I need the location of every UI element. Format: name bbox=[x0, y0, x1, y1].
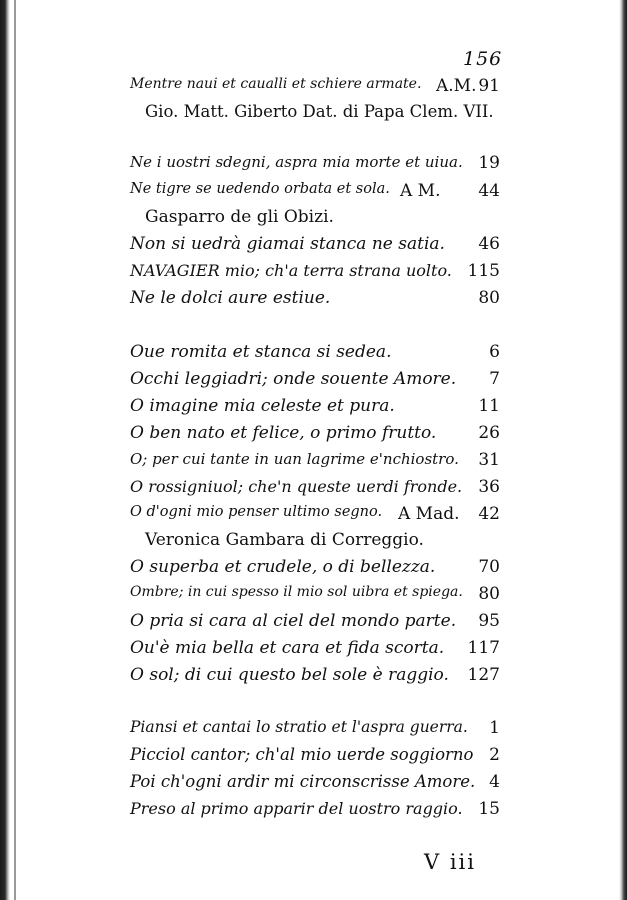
signature-mark: V iii bbox=[424, 850, 476, 874]
entry-text: Preso al primo apparir del uostro raggio. bbox=[130, 799, 463, 818]
entry-number: 19 bbox=[478, 153, 500, 173]
entry-text: Ne le dolci aure estiue. bbox=[130, 288, 331, 308]
page-right-edge bbox=[619, 0, 627, 900]
entry-number: 95 bbox=[478, 611, 500, 631]
entry-number: 31 bbox=[478, 450, 500, 470]
entry-text: Non si uedrà giamai stanca ne satia. bbox=[130, 234, 445, 254]
entry-attribution: A M. bbox=[400, 181, 441, 201]
entry-number: 1 bbox=[489, 718, 500, 738]
entry-number: 42 bbox=[478, 504, 500, 524]
page-binding-line bbox=[14, 0, 16, 900]
entry-text: Poi ch'ogni ardir mi circonscrisse Amore. bbox=[130, 772, 476, 791]
entry-number: 36 bbox=[478, 477, 500, 497]
entry-number: 70 bbox=[478, 557, 500, 577]
entry-continuation: Veronica Gambara di Correggio. bbox=[145, 530, 424, 550]
entry-text: O ben nato et felice, o primo frutto. bbox=[130, 423, 437, 443]
entry-text: O superba et crudele, o di bellezza. bbox=[130, 557, 436, 577]
entry-text: Ne i uostri sdegni, aspra mia morte et uiua. bbox=[130, 153, 463, 171]
entry-text: Piansi et cantai lo stratio et l'aspra guerra. bbox=[130, 718, 468, 736]
entry-attribution: A.M. bbox=[436, 76, 477, 96]
entry-text: O d'ogni mio penser ultimo segno. bbox=[130, 504, 383, 520]
entry-number: 91 bbox=[478, 76, 500, 96]
page-number: 156 bbox=[463, 48, 503, 70]
page-binding-edge bbox=[0, 0, 10, 900]
entry-text: Picciol cantor; ch'al mio uerde soggiorno bbox=[130, 745, 474, 764]
entry-text: O rossigniuol; che'n queste uerdi fronde. bbox=[130, 477, 463, 496]
entry-continuation: Gio. Matt. Giberto Dat. di Papa Clem. VII. bbox=[145, 102, 494, 121]
entry-continuation: Gasparro de gli Obizi. bbox=[145, 207, 334, 227]
entry-number: 115 bbox=[467, 261, 500, 281]
entry-number: 2 bbox=[489, 745, 500, 765]
entry-number: 44 bbox=[478, 181, 500, 201]
entry-number: 46 bbox=[478, 234, 500, 254]
entry-text: Occhi leggiadri; onde souente Amore. bbox=[130, 369, 457, 389]
entry-text: Mentre naui et caualli et schiere armate. bbox=[130, 76, 422, 92]
entry-number: 117 bbox=[467, 638, 500, 658]
entry-text: O; per cui tante in uan lagrime e'nchiostro. bbox=[130, 450, 459, 468]
entry-text: O sol; di cui questo bel sole è raggio. bbox=[130, 665, 449, 685]
entry-attribution: A Mad. bbox=[398, 504, 460, 524]
entry-number: 15 bbox=[478, 799, 500, 819]
entry-number: 80 bbox=[478, 288, 500, 308]
entry-number: 11 bbox=[478, 396, 500, 416]
entry-text: NAVAGIER mio; ch'a terra strana uolto. bbox=[130, 261, 452, 280]
entry-text: Oue romita et stanca si sedea. bbox=[130, 342, 392, 362]
entry-text: Ou'è mia bella et cara et fida scorta. bbox=[130, 638, 445, 658]
entry-number: 127 bbox=[467, 665, 500, 685]
entry-text: O imagine mia celeste et pura. bbox=[130, 396, 395, 416]
entry-number: 26 bbox=[478, 423, 500, 443]
entry-number: 80 bbox=[478, 584, 500, 604]
entry-text: Ne tigre se uedendo orbata et sola. bbox=[130, 181, 390, 197]
entry-text: Ombre; in cui spesso il mio sol uibra et spiega. bbox=[130, 584, 463, 600]
entry-number: 4 bbox=[489, 772, 500, 792]
entry-text: O pria si cara al ciel del mondo parte. bbox=[130, 611, 457, 631]
entry-number: 7 bbox=[489, 369, 500, 389]
entry-number: 6 bbox=[489, 342, 500, 362]
